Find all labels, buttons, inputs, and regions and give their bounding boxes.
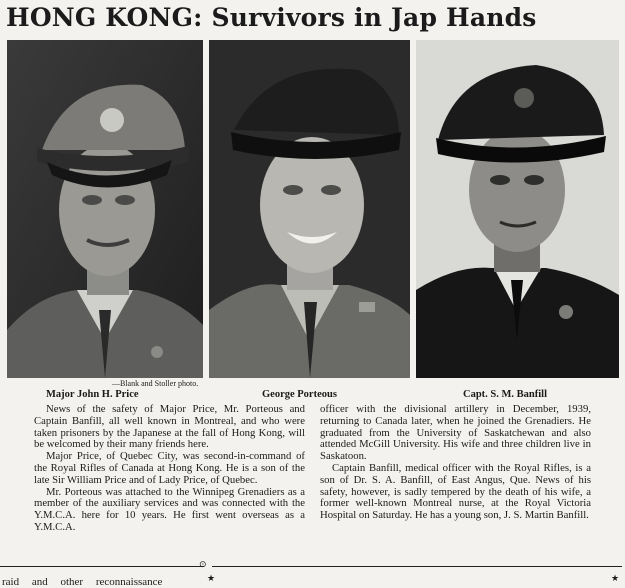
paragraph: officer with the divisional artillery in December, 1939, returning to Canada later, when he joined the Grenadiers. He graduated from the University of Saskatchewan and also attended McGill University. His wife and three children live in Saskatoon.: [320, 403, 591, 463]
star-icon: ★: [207, 574, 216, 584]
circle-dot-icon: ⊙: [199, 560, 207, 570]
article-column-left: [34, 404, 305, 534]
headline: HONG KONG: Survivors in Jap Hands: [6, 3, 537, 32]
next-article-fragment: raid and other reconnaissance: [2, 576, 163, 588]
photo-major-price: [7, 40, 203, 378]
photo-george-porteous: [209, 40, 410, 378]
photo-capt-banfill: [416, 40, 619, 378]
paragraph: Major Price, of Quebec City, was second-in-command of the Royal Rifles of Canada at Hong Kong. He is a son of the late Sir William Price and of Lady Price, of Quebec.: [34, 450, 305, 486]
caption-capt-banfill: Capt. S. M. Banfill: [463, 389, 548, 400]
paragraph: News of the safety of Major Price, Mr. Porteous and Captain Banfill, all well known in Montreal, and who were taken prisoners by the Japanese at the fall of Hong Kong, will be welcomed by their many friends here.: [34, 403, 305, 451]
photo-credit: —Blank and Stoller photo.: [112, 379, 199, 388]
caption-major-price: Major John H. Price: [46, 389, 139, 400]
caption-george-porteous: George Porteous: [262, 389, 337, 400]
portrait-captain-peaked-cap: [416, 40, 619, 378]
star-icon: ★: [611, 574, 620, 584]
paragraph: Captain Banfill, medical officer with the Royal Rifles, is a son of Dr. S. A. Banfill, of East Angus, Que. News of his safety, however, is sadly tempered by the death of his wife, a former well-known Montreal nurse, at the Royal Victoria Hospital on Saturday. He has a young son, J. S. Martin Banfill.: [320, 461, 591, 522]
column-divider-rule: [0, 566, 204, 567]
article-column-right: [320, 404, 591, 522]
portrait-officer-peaked-cap: [7, 40, 203, 378]
paragraph: Mr. Porteous was attached to the Winnipeg Grenadiers as a member of the auxiliary services and was connected with the Y.M.C.A. here for 10 years. He first went overseas as a Y.M.C.A.: [34, 485, 305, 533]
portrait-smiling-officer: [209, 40, 410, 378]
section-divider-rule: [212, 566, 622, 567]
